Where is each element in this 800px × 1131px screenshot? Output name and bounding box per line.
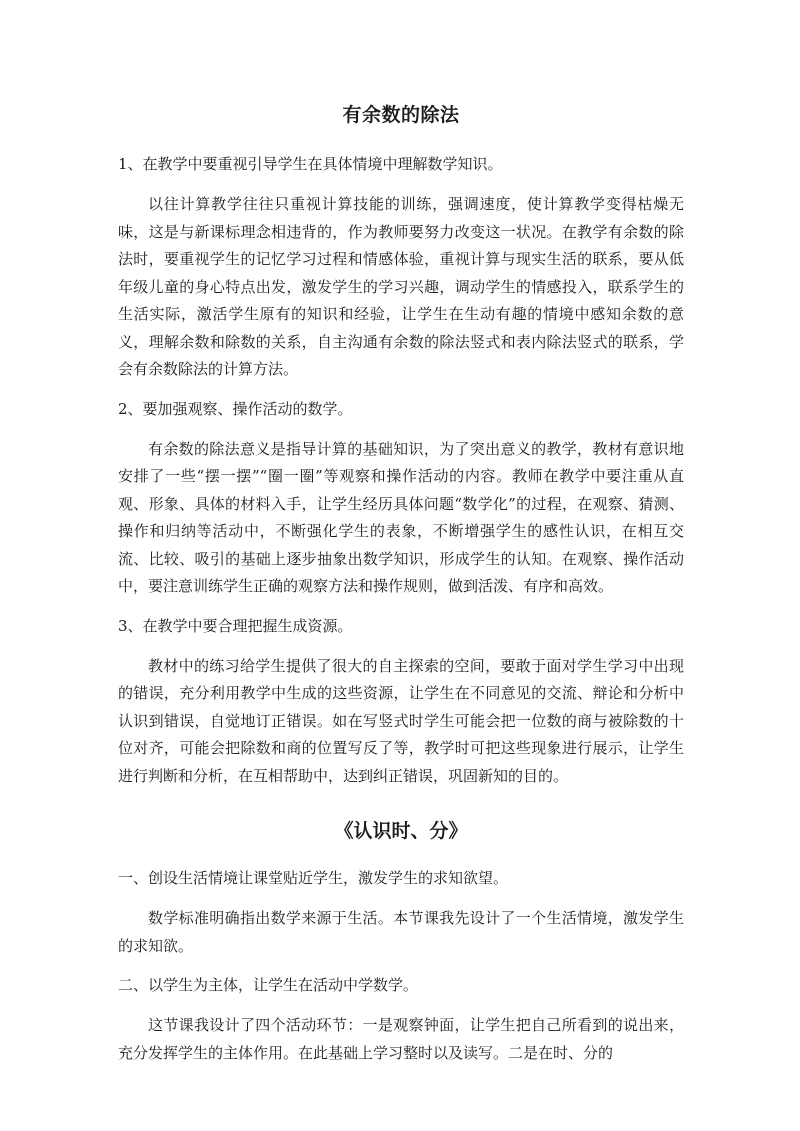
section-paragraph-2: 有余数的除法意义是指导计算的基础知识，为了突出意义的教学，教材有意识地安排了一些“摆一摆”“圈一圈”等观察和操作活动的内容。教师在教学中要注重从直观、形象、具体的材料入手，让学生经历具体问题“数学化”的过程，在观察、猜测、操作和归纳等活动中，不断强化学生的表象，不断增强学生的感性认识，在相互交流、比较、吸引的基础上逐步抽象出数学知识，形成学生的认知。在观察、操作活动中，要注意训练学生正确的观察方法和操作规则，做到活泼、有序和高效。 [118, 439, 684, 595]
document-page [118, 100, 684, 1079]
section-paragraph-1: 以往计算教学往往只重视计算技能的训练，强调速度，使计算教学变得枯燥无味，这是与新课标理念相违背的，作为教师要努力改变这一状况。在教学有余数的除法时，要重视学生的记忆学习过程和情感体验，重视计算与现实生活的联系，要从低年级儿童的身心特点出发，激发学生的学习兴趣，调动学生的情感投入，联系学生的生活实际，激活学生原有的知识和经验，让学生在生动有趣的情境中感知余数的意义，理解余数和除数的关系，自主沟通有余数的除法竖式和表内除法竖式的联系，学会有余数除法的计算方法。 [118, 195, 684, 378]
section-heading-3: 3、在教学中要合理把握生成资源。 [118, 616, 353, 635]
document-title: 有余数的除法 [342, 104, 460, 126]
lesson-paragraph-2: 这节课我设计了四个活动环节：一是观察钟面，让学生把自己所看到的说出来，充分发挥学生的主体作用。在此基础上学习整时以及读写。二是在时、分的 [118, 1016, 684, 1062]
section-paragraph-3: 教材中的练习给学生提供了很大的自主探索的空间，要敢于面对学生学习中出现的错误，充分利用教学中生成的这些资源，让学生在不同意见的交流、辩论和分析中认识到错误，自觉地订正错误。如在写竖式时学生可能会把一位数的商与被除数的十位对齐，可能会把除数和商的位置写反了等，教学时可把这些现象进行展示，让学生进行判断和分析，在互相帮助中，达到纠正错误，巩固新知的目的。 [118, 656, 684, 785]
second-document-title: 《认识时、分》 [334, 820, 468, 842]
lesson-heading-2: 二、以学生为主体，让学生在活动中学数学。 [118, 976, 419, 994]
lesson-paragraph-1: 数学标准明确指出数学来源于生活。本节课我先设计了一个生活情境，激发学生的求知欲。 [118, 909, 684, 955]
section-heading-2: 2、要加强观察、操作活动的数学。 [118, 399, 353, 418]
section-heading-1: 1、在教学中要重视引导学生在具体情境中理解数学知识。 [118, 155, 503, 173]
lesson-heading-1: 一、创设生活情境让课堂贴近学生，激发学生的求知欲望。 [118, 869, 509, 887]
